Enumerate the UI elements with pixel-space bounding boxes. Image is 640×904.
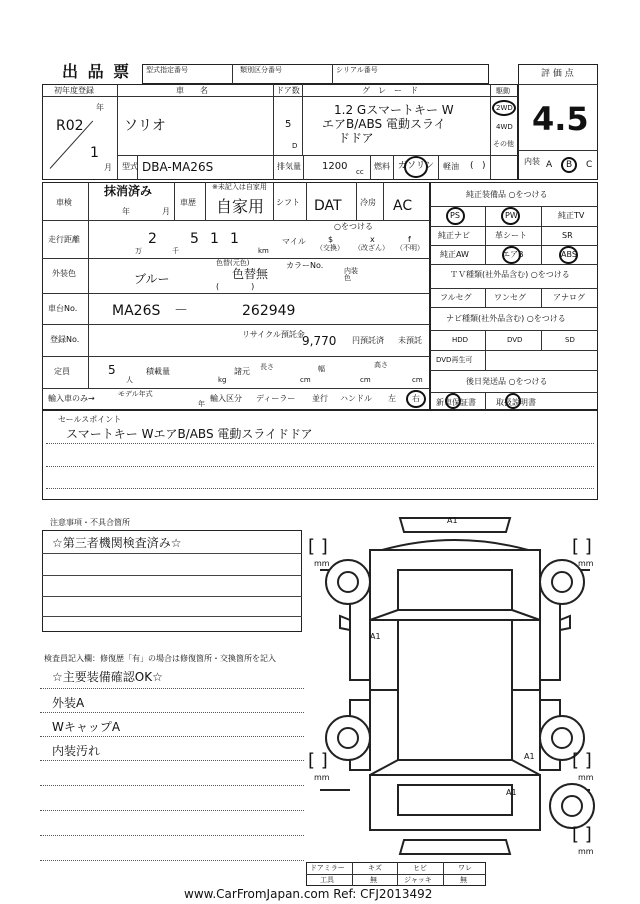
- header-id-boxes: [142, 64, 489, 84]
- grade-line-2: エアB/ABS 電動スライ: [322, 117, 446, 131]
- mm-rr: mm: [578, 773, 594, 782]
- interior-grade-circle: [561, 157, 577, 173]
- damage-mark-left-side: A1: [370, 632, 381, 641]
- shaken-year-unit: 年: [122, 207, 130, 216]
- import-category: 輸入区分: [210, 394, 242, 403]
- interior-grade-c: C: [586, 160, 593, 170]
- capacity-unit: 人: [126, 376, 133, 384]
- mm-bracket-fr: [ ]: [572, 536, 592, 557]
- doors-unit: D: [292, 142, 298, 150]
- chassis-number: 262949: [242, 303, 296, 319]
- legend-break: ワレ: [458, 864, 472, 872]
- shift-label: シフト: [276, 198, 300, 207]
- interior-grade-b: B: [566, 160, 573, 170]
- grade-line-3: ドドア: [338, 131, 374, 145]
- serial-label: シリアル番号: [336, 66, 378, 74]
- dims-height-unit: cm: [412, 376, 423, 384]
- inspector-line-1: ☆主要装備確認OK☆: [52, 670, 163, 684]
- tv-fullseg: フルセグ: [440, 293, 472, 302]
- handle-right: 右: [412, 394, 420, 403]
- dims-width: 幅: [318, 365, 325, 373]
- recycle-label: リサイクル預託金: [242, 330, 305, 339]
- legend-tools-value: 無: [370, 876, 377, 884]
- dims-height: 高さ: [374, 361, 388, 369]
- int-color-label: 内装色: [344, 267, 358, 282]
- legend-jack: ジャッキ: [404, 876, 432, 884]
- mileage-km: km: [258, 247, 269, 255]
- mileage-swap: $: [328, 235, 334, 244]
- mileage-digit-3: 1: [210, 231, 219, 247]
- shaken-value: 抹消済み: [104, 184, 153, 198]
- doors-label: ドア数: [276, 86, 300, 95]
- later-manual-circle: [505, 393, 521, 409]
- equip-aw: 純正AW: [440, 250, 469, 259]
- navi-title: ナビ種類(社外品含む) ○をつける: [446, 314, 566, 323]
- later-warranty-circle: [445, 393, 461, 409]
- history-label: 車歴: [180, 198, 196, 207]
- dims-width-unit: cm: [360, 376, 371, 384]
- history-value: 自家用: [216, 197, 265, 216]
- navi-sd: SD: [565, 336, 575, 344]
- drive-2wd: 2WD: [496, 104, 513, 112]
- mileage-label: 走行距離: [48, 235, 80, 244]
- mm-bracket-rl: [ ]: [308, 750, 328, 771]
- fuel-label: 燃料: [374, 162, 390, 171]
- score-label: 評 価 点: [541, 69, 574, 79]
- legend-tools: 工具: [320, 876, 334, 884]
- dims-length: 長さ: [260, 363, 274, 371]
- equip-airbag: エアB: [502, 250, 524, 259]
- damage-mark-front: A1: [447, 516, 458, 525]
- mileage-unknown-label: （不明）: [396, 244, 424, 252]
- mileage-tamper-label: （改ざん）: [354, 244, 389, 252]
- dims-label: 諸元: [234, 367, 250, 376]
- equip-leather: 革シート: [495, 231, 527, 240]
- later-manual: 取扱説明書: [496, 398, 536, 407]
- tv-title: ＴＶ種類(社外品含む) ○をつける: [450, 270, 570, 279]
- equip-abs: ABS: [561, 250, 577, 259]
- third-party-inspected: ☆第三者機関検査済み☆: [52, 536, 182, 550]
- score-value: 4.5: [532, 100, 589, 138]
- fuel-diesel: 軽油: [443, 162, 459, 171]
- drive-label: 駆動: [496, 87, 510, 95]
- equip-ps-circle: [446, 207, 465, 225]
- first-reg-month: 1: [90, 145, 99, 161]
- equip-pw: PW: [505, 211, 518, 220]
- cc-unit: cc: [356, 168, 364, 176]
- recycle-value: 9,770: [302, 334, 337, 348]
- sales-point-box: [42, 410, 598, 500]
- navi-dvd: DVD: [507, 336, 523, 344]
- mm-rl: mm: [314, 773, 330, 782]
- inspector-line-4: 内装汚れ: [52, 744, 101, 758]
- class-no-label: 類別区分番号: [240, 66, 282, 74]
- month-unit: 月: [104, 163, 112, 172]
- import-label: 輸入車のみ→: [48, 394, 95, 403]
- handle-right-circle: [406, 390, 426, 408]
- legend-mirror: ドアミラー: [310, 864, 345, 872]
- mileage-mark-note: ○をつける: [334, 222, 373, 231]
- damage-mark-right-side: A1: [524, 752, 535, 761]
- chassis-label: 車台No.: [48, 304, 78, 313]
- color-change-label: 色替(元色): [216, 259, 250, 267]
- regno-label: 登録No.: [50, 335, 80, 344]
- chassis-dash: －: [174, 303, 188, 319]
- mileage-tamper: x: [370, 235, 375, 244]
- handle-left: 左: [388, 394, 396, 403]
- later-warranty: 新車保証書: [436, 398, 476, 407]
- equip-ps: PS: [450, 211, 460, 220]
- import-parallel: 並行: [312, 394, 328, 403]
- tv-analog: アナログ: [553, 293, 585, 302]
- mm-fl: mm: [314, 559, 330, 568]
- dims-length-unit: cm: [300, 376, 311, 384]
- equip-pw-circle: [501, 207, 520, 225]
- model-value: DBA-MA26S: [142, 160, 214, 174]
- import-dealer: ディーラー: [256, 394, 296, 403]
- car-name: ソリオ: [124, 118, 166, 134]
- equip-title: 純正装備品 ○をつける: [466, 190, 548, 199]
- cc-value: 1200: [322, 161, 348, 172]
- ac-value: AC: [393, 198, 413, 214]
- doors-value: 5: [285, 119, 292, 130]
- mm-spare: mm: [578, 847, 594, 856]
- color-paren: ( ): [216, 282, 255, 291]
- navi-hdd: HDD: [452, 336, 469, 344]
- mm-bracket-fl: [ ]: [308, 536, 328, 557]
- load-label: 積載量: [146, 367, 170, 376]
- damage-mark-rear: A1: [506, 788, 517, 797]
- dvd-play: DVD再生可: [436, 356, 473, 364]
- equip-sr: SR: [562, 231, 573, 240]
- load-unit: kg: [218, 376, 227, 384]
- car-damage-diagram: [310, 510, 610, 870]
- mileage-sen: 千: [172, 247, 179, 255]
- tv-oneseg: ワンセグ: [494, 293, 526, 302]
- mm-fr: mm: [578, 559, 594, 568]
- model-year-unit: 年: [198, 400, 205, 408]
- fuel-gasoline: ガソリン: [398, 161, 435, 171]
- handle-label: ハンドル: [340, 394, 372, 403]
- ext-color-label: 外装色: [52, 269, 76, 278]
- cc-label: 排気量: [277, 162, 301, 171]
- car-name-label: 車 名: [176, 86, 208, 95]
- first-reg-label: 初年度登録: [54, 86, 94, 95]
- mileage-unknown: f: [408, 235, 411, 244]
- chassis-prefix: MA26S: [112, 303, 161, 319]
- model-label: 型式: [122, 162, 138, 171]
- mileage-swap-label: （交換）: [316, 244, 344, 252]
- grade-line-1: 1.2 Gスマートキー W: [334, 103, 454, 117]
- inspector-label: 検査員記入欄：修復歴「有」の場合は修復箇所・交換箇所を記入: [44, 654, 276, 663]
- shift-value: DAT: [314, 198, 342, 214]
- model-year-label: モデル年式: [118, 390, 153, 398]
- legend-scratch: キズ: [368, 864, 382, 872]
- grade-label: グ レ ー ド: [362, 86, 418, 95]
- year-unit: 年: [96, 103, 104, 112]
- legend-crack: ヒビ: [413, 864, 427, 872]
- mm-bracket-spare: [ ]: [572, 824, 592, 845]
- shaken-month-unit: 月: [162, 207, 170, 216]
- capacity-label: 定員: [54, 367, 70, 376]
- mm-bracket-rr: [ ]: [572, 750, 592, 771]
- recycle-unpaid: 未預託: [398, 336, 422, 345]
- history-note: ※未記入は自家用: [212, 183, 267, 191]
- color-change-value: 色替無: [232, 267, 269, 281]
- shaken-label: 車検: [56, 198, 72, 207]
- drive-4wd: 4WD: [496, 123, 513, 131]
- equip-tv: 純正TV: [558, 211, 585, 220]
- inspector-line-2: 外装A: [52, 696, 85, 710]
- ext-color-value: ブルー: [134, 272, 170, 286]
- equip-abs-circle: [559, 246, 578, 264]
- interior-grade-a: A: [546, 160, 553, 170]
- equip-navi: 純正ナビ: [438, 231, 470, 240]
- mileage-man: 万: [135, 247, 142, 255]
- recycle-status: 円預託済: [352, 336, 384, 345]
- later-title: 後日発送品 ○をつける: [466, 377, 548, 386]
- mileage-mile: マイル: [282, 237, 306, 246]
- fuel-circle: [404, 156, 428, 178]
- legend-jack-value: 無: [460, 876, 467, 884]
- type-cert-label: 型式指定番号: [146, 66, 188, 74]
- drive-other: その他: [493, 140, 514, 148]
- first-reg-era: R02: [56, 118, 84, 134]
- caution-label: 注意事項・不具合箇所: [50, 518, 130, 527]
- capacity-value: 5: [108, 363, 116, 377]
- color-no-label: カラーNo.: [286, 261, 324, 270]
- inspector-line-3: WキャップA: [52, 720, 121, 734]
- equip-airbag-circle: [502, 246, 521, 264]
- sales-point-label: セールスポイント: [58, 415, 122, 424]
- mileage-digit-1: 2: [148, 231, 157, 247]
- interior-label: 内装: [524, 157, 540, 166]
- mileage-digit-4: 1: [230, 231, 239, 247]
- footer-ref: www.CarFromJapan.com Ref: CFJ2013492: [184, 887, 433, 901]
- ac-label: 冷房: [360, 198, 376, 207]
- mileage-digit-2: 5: [190, 231, 199, 247]
- sales-point-text: スマートキー WエアB/ABS 電動スライドドア: [66, 427, 313, 441]
- sheet-title: 出 品 票: [62, 62, 132, 81]
